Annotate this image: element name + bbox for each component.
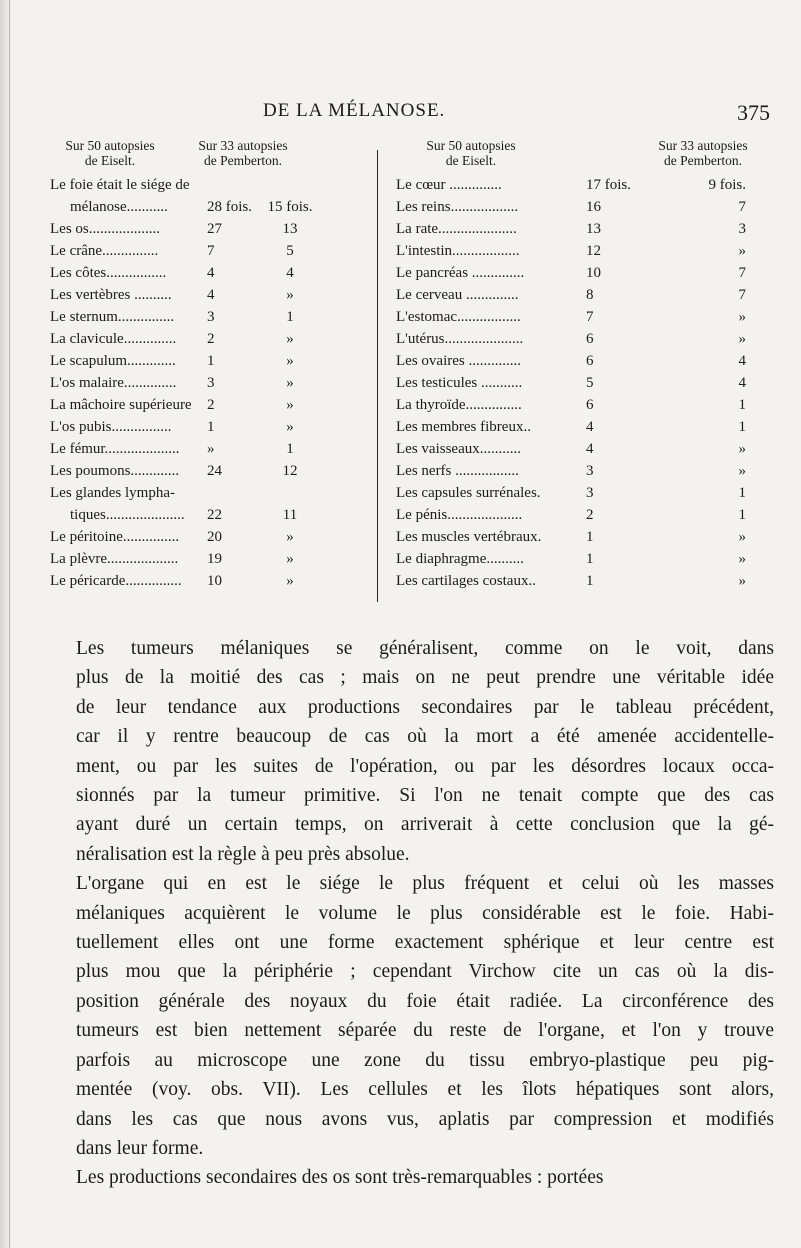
pemberton-value: » <box>286 551 294 567</box>
eiselt-value: 4 <box>586 441 594 457</box>
eiselt-value: 17 fois. <box>586 177 631 193</box>
header-pemberton-line2: de Pemberton. <box>664 153 742 168</box>
eiselt-value: 13 <box>586 221 601 237</box>
table-row <box>396 548 766 570</box>
table-row <box>396 416 766 438</box>
body-text <box>52 634 774 1193</box>
table-row <box>50 306 375 328</box>
table-row <box>50 262 375 284</box>
eiselt-value: 3 <box>586 485 594 501</box>
pemberton-value: 4 <box>738 375 746 391</box>
row-label: Le cœur .............. <box>396 177 502 193</box>
eiselt-value: 3 <box>207 309 215 325</box>
eiselt-value: 22 <box>207 507 222 523</box>
table-row <box>396 482 766 504</box>
table-row <box>50 438 375 460</box>
eiselt-value: 1 <box>207 353 215 369</box>
row-label: Le sternum............... <box>50 309 175 325</box>
table-row <box>50 218 375 240</box>
row-label: Les cartilages costaux.. <box>396 573 536 589</box>
header-pemberton-line1: Sur 33 autopsies <box>198 138 288 153</box>
row-label: La plèvre................... <box>50 551 179 567</box>
eiselt-value: 16 <box>586 199 601 215</box>
pemberton-value: 15 fois. <box>267 199 313 215</box>
table-row <box>396 460 766 482</box>
table-row <box>396 218 766 240</box>
table-right-column <box>396 138 766 592</box>
row-label: Les capsules surrénales. <box>396 485 541 501</box>
row-label: La mâchoire supérieure <box>50 397 192 413</box>
eiselt-value: 10 <box>586 265 601 281</box>
row-label: Le diaphragme.......... <box>396 551 524 567</box>
pemberton-value: 12 <box>282 463 298 479</box>
eiselt-value: 24 <box>207 463 222 479</box>
table-row <box>396 504 766 526</box>
pemberton-value: » <box>738 441 746 457</box>
row-label: Les poumons............. <box>50 463 180 479</box>
row-label: L'estomac................. <box>396 309 521 325</box>
eiselt-value: 10 <box>207 573 222 589</box>
pemberton-value: » <box>286 573 294 589</box>
pemberton-value: » <box>738 309 746 325</box>
table-row <box>396 350 766 372</box>
header-pemberton-line2: de Pemberton. <box>204 153 282 168</box>
header-eiselt-line1: Sur 50 autopsies <box>65 138 155 153</box>
row-label: Le foie était le siége de <box>50 177 190 193</box>
table-row <box>50 526 375 548</box>
table-row <box>50 570 375 592</box>
row-label: Les vaisseaux........... <box>396 441 521 457</box>
table-row <box>50 460 375 482</box>
row-label: Les reins.................. <box>396 199 519 215</box>
pemberton-value: » <box>738 463 746 479</box>
paragraph <box>52 634 774 869</box>
eiselt-value: 4 <box>586 419 594 435</box>
page-edge <box>0 0 14 1248</box>
pemberton-value: » <box>286 397 294 413</box>
header-pemberton <box>178 138 308 168</box>
text-line: car il y rentre beaucoup de cas où la mort a été amenée accidentelle- <box>76 726 774 748</box>
table-row <box>396 438 766 460</box>
table-row <box>50 350 375 372</box>
row-label: La clavicule.............. <box>50 331 177 347</box>
text-line: plus de la moitié des cas ; mais on ne peut prendre une véritable idée <box>76 667 774 689</box>
eiselt-value: 4 <box>207 287 215 303</box>
header-eiselt <box>50 138 170 168</box>
row-label: Les glandes lympha- <box>50 485 175 501</box>
row-label: Le péritoine............... <box>50 529 180 545</box>
paragraph <box>52 1163 774 1192</box>
eiselt-value: 12 <box>586 243 601 259</box>
text-line: ayant duré un certain temps, on arriverait à cette conclusion que la gé- <box>76 814 774 836</box>
text-line: tumeurs est bien nettement séparée du reste de l'organe, et l'on y trouve <box>76 1020 774 1042</box>
text-line: plus mou que la périphérie ; cependant Virchow cite un cas où la dis- <box>76 961 774 983</box>
pemberton-value: 7 <box>738 287 746 303</box>
pemberton-value: 1 <box>738 397 746 413</box>
pemberton-value: 3 <box>738 221 746 237</box>
row-label: L'os malaire.............. <box>50 375 177 391</box>
row-label: Les vertèbres .......... <box>50 287 172 303</box>
eiselt-value: 3 <box>586 463 594 479</box>
pemberton-value: 11 <box>282 507 298 523</box>
eiselt-value: 4 <box>207 265 215 281</box>
table-row <box>396 372 766 394</box>
pemberton-value: 1 <box>286 309 294 325</box>
eiselt-value: 19 <box>207 551 222 567</box>
eiselt-value: 6 <box>586 353 594 369</box>
table-row <box>396 240 766 262</box>
table-row <box>50 174 375 196</box>
row-label: Les côtes................ <box>50 265 167 281</box>
table-left-column <box>50 138 375 592</box>
table-row <box>50 548 375 570</box>
table-row <box>396 570 766 592</box>
table-row <box>50 394 375 416</box>
text-line: dans les cas que nous avons vus, aplatis par compression et modifiés <box>76 1108 774 1130</box>
table-row <box>50 504 375 526</box>
table-row <box>396 196 766 218</box>
pemberton-value: 5 <box>286 243 294 259</box>
table-row <box>50 196 375 218</box>
row-label: Le crâne............... <box>50 243 159 259</box>
pemberton-value: 7 <box>738 265 746 281</box>
text-line: Les productions secondaires des os sont très-remarquables : portées <box>76 1167 604 1189</box>
eiselt-value: 1 <box>586 573 594 589</box>
text-line: mélaniques acquièrent le volume le plus considérable est le foie. Habi- <box>76 902 774 924</box>
table-row <box>396 526 766 548</box>
row-label: La rate..................... <box>396 221 517 237</box>
eiselt-value: » <box>207 441 215 457</box>
row-label: Les muscles vertébraux. <box>396 529 542 545</box>
table-left-header <box>50 138 375 174</box>
pemberton-value: » <box>286 419 294 435</box>
eiselt-value: 3 <box>207 375 215 391</box>
text-line: néralisation est la règle à peu près absolue. <box>76 843 410 865</box>
pemberton-value: » <box>286 331 294 347</box>
header-pemberton <box>628 138 778 168</box>
table-right-header <box>396 138 766 174</box>
row-label: L'utérus..................... <box>396 331 524 347</box>
pemberton-value: 4 <box>738 353 746 369</box>
pemberton-value: » <box>286 375 294 391</box>
pemberton-value: » <box>738 529 746 545</box>
row-label: Les membres fibreux.. <box>396 419 531 435</box>
table-row <box>396 284 766 306</box>
pemberton-value: 1 <box>738 507 746 523</box>
header-pemberton-line1: Sur 33 autopsies <box>658 138 748 153</box>
table-row <box>396 394 766 416</box>
pemberton-value: 9 fois. <box>708 177 746 193</box>
pemberton-value: » <box>738 573 746 589</box>
page-number: 375 <box>737 100 770 125</box>
pemberton-value: » <box>738 331 746 347</box>
row-label: L'os pubis................ <box>50 419 172 435</box>
text-line: parfois au microscope une zone du tissu embryo-plastique peu pig- <box>76 1049 774 1071</box>
eiselt-value: 6 <box>586 397 594 413</box>
table-row <box>396 306 766 328</box>
eiselt-value: 7 <box>586 309 594 325</box>
header-eiselt-line2: de Eiselt. <box>84 153 136 168</box>
table-row <box>50 372 375 394</box>
eiselt-value: 2 <box>207 397 215 413</box>
row-label: mélanose........... <box>70 199 168 215</box>
row-label: Le pancréas .............. <box>396 265 525 281</box>
running-title: DE LA MÉLANOSE. <box>263 100 446 121</box>
row-label: tiques..................... <box>70 507 185 523</box>
eiselt-value: 7 <box>207 243 215 259</box>
eiselt-value: 2 <box>207 331 215 347</box>
table-row <box>396 174 766 196</box>
row-label: La thyroïde............... <box>396 397 522 413</box>
eiselt-value: 2 <box>586 507 594 523</box>
row-label: Le pénis.................... <box>396 507 523 523</box>
eiselt-value: 1 <box>586 551 594 567</box>
row-label: L'intestin.................. <box>396 243 520 259</box>
row-label: Le scapulum............. <box>50 353 176 369</box>
header-eiselt-line2: de Eiselt. <box>445 153 497 168</box>
pemberton-value: 13 <box>282 221 298 237</box>
text-line: de leur tendance aux productions secondaires par le tableau précédent, <box>76 696 774 718</box>
text-line: sionnés par la tumeur primitive. Si l'on ne tenait compte que des cas <box>76 785 774 807</box>
table-row <box>50 482 375 504</box>
row-label: Le péricarde............... <box>50 573 182 589</box>
text-line: dans leur forme. <box>76 1137 204 1159</box>
pemberton-value: » <box>738 551 746 567</box>
eiselt-value: 27 <box>207 221 222 237</box>
table-row <box>50 328 375 350</box>
row-label: Le fémur.................... <box>50 441 180 457</box>
row-label: Les nerfs ................. <box>396 463 519 479</box>
pemberton-value: 1 <box>286 441 294 457</box>
column-divider <box>377 150 378 602</box>
row-label: Les ovaires .............. <box>396 353 521 369</box>
running-head <box>90 100 770 130</box>
binding-edge-line <box>9 0 10 1248</box>
eiselt-value: 6 <box>586 331 594 347</box>
paragraph <box>52 869 774 1163</box>
eiselt-value: 1 <box>207 419 215 435</box>
table-row <box>50 416 375 438</box>
header-eiselt <box>396 138 546 168</box>
eiselt-value: 20 <box>207 529 222 545</box>
table-row <box>396 262 766 284</box>
pemberton-value: » <box>286 353 294 369</box>
row-label: Les testicules ........... <box>396 375 523 391</box>
pemberton-value: 7 <box>738 199 746 215</box>
eiselt-value: 28 fois. <box>207 199 252 215</box>
text-line: tuellement elles ont une forme exactement sphérique et leur centre est <box>76 932 774 954</box>
pemberton-value: 1 <box>738 485 746 501</box>
text-line: ment, ou par les suites de l'opération, ou par les désordres locaux occa- <box>76 755 774 777</box>
pemberton-value: 4 <box>286 265 294 281</box>
pemberton-value: » <box>738 243 746 259</box>
eiselt-value: 5 <box>586 375 594 391</box>
text-line: position générale des noyaux du foie était radiée. La circonférence des <box>76 990 774 1012</box>
text-line: Les tumeurs mélaniques se généralisent, comme on le voit, dans <box>76 638 774 659</box>
row-label: Le cerveau .............. <box>396 287 519 303</box>
pemberton-value: 1 <box>738 419 746 435</box>
pemberton-value: » <box>286 287 294 303</box>
table-row <box>396 328 766 350</box>
row-label: Les os................... <box>50 221 160 237</box>
table-row <box>50 284 375 306</box>
text-line: mentée (voy. obs. VII). Les cellules et les îlots hépatiques sont alors, <box>76 1079 774 1101</box>
header-eiselt-line1: Sur 50 autopsies <box>426 138 516 153</box>
table-row <box>50 240 375 262</box>
text-line: L'organe qui en est le siége le plus fréquent et celui où les masses <box>76 873 774 895</box>
pemberton-value: » <box>286 529 294 545</box>
eiselt-value: 1 <box>586 529 594 545</box>
eiselt-value: 8 <box>586 287 594 303</box>
